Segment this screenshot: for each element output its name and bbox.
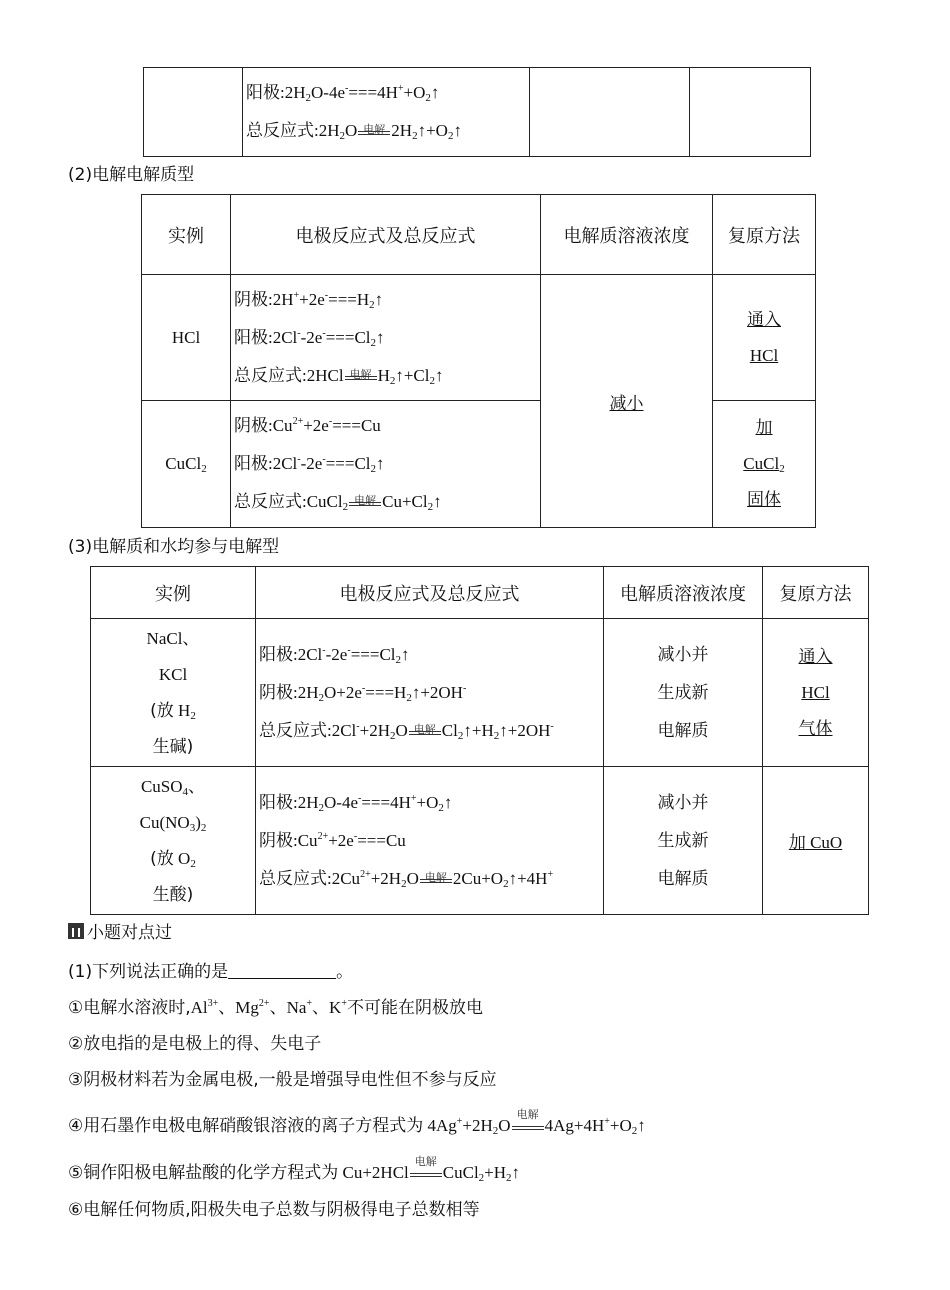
section-marker-icon — [68, 923, 84, 939]
quiz-question: (1)下列说法正确的是 。 — [68, 962, 354, 982]
header-example: 实例 — [142, 195, 231, 275]
electrolysis-arrow-icon: 电解 — [420, 873, 452, 887]
anode-equation: 阳极$:2Cl^--2e^-===Cl_2↑$ — [259, 644, 410, 666]
concentration-line-3: 电解质 — [657, 720, 709, 741]
anode-equation: 阳极$:2Cl^--2e^-===Cl_2↑$ — [234, 327, 385, 349]
quiz-item-6: ⑥电解任何物质,阳极失电子总数与阴极得电子总数相等 — [68, 1200, 480, 1220]
cathode-equation: 阴极$:Cu^{2+}+2e^-===Cu$ — [259, 830, 406, 851]
header-concentration: 电解质溶液浓度 — [541, 195, 713, 275]
example-cell: HCl — [142, 275, 231, 401]
header-restore: 复原方法 — [713, 195, 816, 275]
anode-equation: 阳极$:2Cl^--2e^-===Cl_2↑$ — [234, 454, 385, 475]
cathode-equation: 阴极$:Cu^{2+}+2e^-===Cu$ — [234, 416, 381, 436]
electrolysis-arrow-icon: 电解 — [358, 125, 390, 139]
header-equations: 电极反应式及总反应式 — [231, 195, 541, 275]
total-equation: 总反应式$:2Cl^-+2H_2O$ 电解 $Cl_2↑+H_2↑+2OH^-$ — [259, 720, 554, 742]
restore-answer-line-2: HCl — [749, 345, 779, 365]
quiz-item-4: ④用石墨作电极电解硝酸银溶液的离子方程式为 $4Ag^++2H_2O$ 电解 $4Ag+4H^++O_2↑$ — [68, 1108, 646, 1137]
restore-answer-line-1: 通入 — [747, 309, 781, 330]
header-equations: 电极反应式及总反应式 — [256, 567, 604, 619]
section-3-title: (3)电解质和水均参与电解型 — [68, 537, 280, 557]
quiz-heading: 小题对点过 — [68, 918, 172, 943]
electrolysis-arrow-icon: 电解 — [409, 725, 441, 739]
quiz-item-5: ⑤铜作阳极电解盐酸的化学方程式为 Cu+2HCl 电解 $CuCl_2+H_2↑$ — [68, 1155, 521, 1184]
table-water-electrolysis-fragment — [143, 67, 811, 157]
anode-equation: 阳极$:2H_2O-4e^-===4H^++O_2↑$ — [259, 792, 453, 814]
restore-answer-line-1: 加 — [755, 418, 773, 438]
header-example: 实例 — [91, 567, 256, 619]
total-equation: 总反应式:CuCl$_2$ 电解 $Cu+Cl_2↑$ — [234, 492, 442, 513]
quiz-item-3: ③阴极材料若为金属电极,一般是增强导电性但不参与反应 — [68, 1070, 497, 1090]
electrolysis-arrow-icon: 电解 — [512, 1120, 544, 1134]
electrolysis-arrow-icon: 电解 — [345, 370, 377, 384]
electrolysis-arrow-icon: 电解 — [410, 1167, 442, 1181]
restore-answer-line-3: 固体 — [747, 490, 781, 510]
total-equation: 总反应式:2HCl 电解 $H_2↑+Cl_2↑$ — [234, 365, 444, 387]
restore-answer-line-2: CuCl$_2$ — [743, 454, 785, 475]
example-cell: CuSO$_4$、 $Cu(NO_3)_2$ (放 $O_2$ 生酸) — [91, 767, 256, 915]
quiz-item-2: ②放电指的是电极上的得、失电子 — [68, 1034, 322, 1054]
total-equation: 总反应式$:2H_2O$ 电解 $2H_2↑+O_2↑$ — [246, 121, 462, 142]
concentration-answer: 减小 — [609, 393, 644, 414]
concentration-line-1: 减小并 — [657, 644, 709, 665]
restore-answer: 加 CuO — [788, 833, 843, 853]
cathode-equation: 阴极$:2H^++2e^-===H_2↑$ — [234, 289, 384, 311]
example-cell: NaCl、 KCl (放 $H_2$ 生碱) — [91, 619, 256, 767]
cathode-equation: 阴极$:2H_2O+2e^-===H_2↑+2OH^-$ — [259, 682, 467, 704]
anode-equation: 阳极$:2H_2O-4e^-===4H^++O_2↑$ — [246, 83, 440, 104]
total-equation: 总反应式$:2Cu^{2+}+2H_2O$ 电解 $2Cu+O_2↑+4H^+$ — [259, 868, 554, 890]
restore-answer-line-2: HCl — [801, 682, 830, 702]
electrolysis-arrow-icon: 电解 — [349, 496, 381, 510]
section-2-title: (2)电解电解质型 — [68, 165, 195, 185]
quiz-item-1: ①电解水溶液时$,Al^{3+}$、$Mg^{2+}$、Na+、K+不可能在阴极放电 — [68, 998, 483, 1018]
header-restore: 复原方法 — [763, 567, 869, 619]
restore-answer-line-3: 气体 — [798, 718, 833, 739]
concentration-line-2: 生成新 — [657, 682, 709, 703]
table-electrolyte-and-water-type — [90, 566, 869, 915]
concentration-line-2: 生成新 — [657, 830, 709, 851]
restore-answer-line-1: 通入 — [798, 646, 833, 667]
table-electrolyte-type — [141, 194, 816, 528]
concentration-line-1: 减小并 — [657, 792, 709, 813]
header-concentration: 电解质溶液浓度 — [604, 567, 763, 619]
example-cell: CuCl$_2$ — [142, 401, 231, 528]
concentration-line-3: 电解质 — [657, 868, 709, 889]
